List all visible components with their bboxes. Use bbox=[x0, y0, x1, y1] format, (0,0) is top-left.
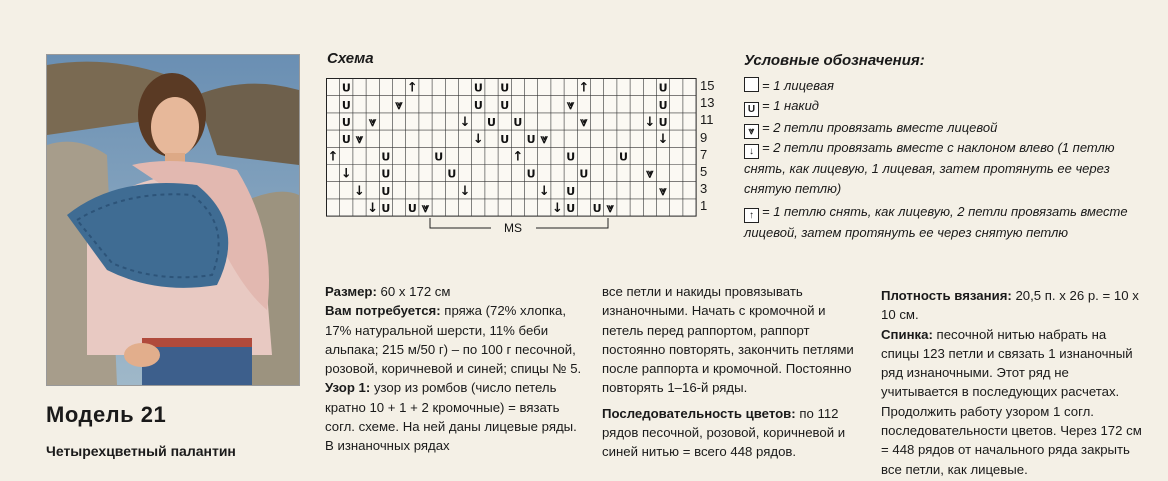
row-number: 7 bbox=[700, 146, 708, 162]
text-column-1 bbox=[325, 282, 587, 456]
yarnover-cell: U bbox=[381, 150, 391, 164]
legend-item-sk2p: ↑ = 1 петлю снять, как лицевую, 2 петли провязать вместе лицевой, затем протянуть ее через снятую петлю bbox=[744, 204, 1128, 240]
yarnover-cell: U bbox=[487, 116, 496, 129]
legend-item-knit: = 1 лицевая bbox=[744, 76, 1144, 96]
k2tog-cell: ⩔ bbox=[395, 97, 403, 113]
knitting-chart-grid bbox=[326, 78, 698, 218]
ssk-cell: ↓ bbox=[472, 132, 484, 148]
yarnover-cell: U bbox=[381, 202, 391, 215]
ssk-cell: ↓ bbox=[644, 115, 656, 130]
yarnover-cell: U bbox=[566, 150, 576, 164]
row-number: 5 bbox=[700, 164, 708, 179]
yarnover-cell: U bbox=[513, 116, 523, 129]
row-number: 9 bbox=[700, 129, 708, 145]
size-value: 60 х 172 см bbox=[376, 284, 451, 299]
row-number: 3 bbox=[700, 181, 708, 197]
yarnover-cell: U bbox=[341, 81, 351, 95]
seq-label: Последовательность цветов: bbox=[602, 405, 796, 421]
yarnover-cell: U bbox=[592, 202, 602, 215]
back-label: Спинка: bbox=[881, 326, 933, 342]
yarnover-cell: U bbox=[500, 133, 510, 147]
yarnover-cell: U bbox=[434, 150, 444, 164]
yarnover-cell: U bbox=[447, 167, 457, 181]
knit-symbol-icon bbox=[744, 77, 759, 92]
sk2p-cell: ↑ bbox=[578, 80, 590, 96]
row-number: 1 bbox=[700, 198, 708, 214]
ssk-cell: ↓ bbox=[367, 201, 379, 216]
yarnover-cell: U bbox=[658, 81, 668, 95]
sk2p-cell: ↑ bbox=[406, 80, 418, 96]
ms-bracket bbox=[326, 218, 696, 244]
yarnover-cell: U bbox=[566, 184, 576, 198]
k2tog-cell: ⩔ bbox=[659, 183, 667, 199]
ssk-cell: ↓ bbox=[657, 132, 669, 148]
yarnover-cell: U bbox=[526, 133, 536, 147]
need-value: пряжа (72% хлопка, 17% натуральной шерсти, 11% беби альпака; 215 м/50 г) – по 100 г песочной, розовой, коричневой и синей; спицы № 5. bbox=[325, 303, 582, 377]
ssk-cell: ↓ bbox=[459, 183, 471, 199]
yarnover-cell: U bbox=[500, 81, 510, 95]
model-photo bbox=[46, 54, 300, 386]
sk2p-symbol-icon: ↑ bbox=[744, 208, 759, 223]
seq-value: по 112 рядов песочной, розовой, коричневой и синей нитью = всего 448 рядов. bbox=[602, 405, 846, 460]
ssk-symbol-icon: ↓ bbox=[744, 144, 759, 159]
density-value: 20,5 п. х 26 р. = 10 х 10 см. bbox=[881, 288, 1139, 323]
row-number: 15 bbox=[700, 78, 715, 93]
yarnover-cell: U bbox=[566, 202, 576, 215]
ssk-cell: ↓ bbox=[538, 183, 550, 199]
col2-paragraph: все петли и накиды провязывать изнаночными. Начать с кромочной и петель перед раппортом, раппорт постоянно повторять, закончить петлями после раппорта и кромочной. Постоянно повторять 1–16-й ряды. bbox=[602, 284, 854, 396]
k2tog-cell: ⩔ bbox=[540, 132, 548, 148]
yarnover-cell: U bbox=[500, 98, 510, 112]
k2tog-cell: ⩔ bbox=[580, 115, 588, 130]
yarnover-cell: U bbox=[619, 150, 628, 164]
text-column-2 bbox=[602, 282, 864, 462]
k2tog-cell: ⩔ bbox=[355, 132, 364, 148]
row-number: 13 bbox=[700, 95, 715, 111]
sk2p-cell: ↑ bbox=[327, 149, 339, 165]
yarnover-cell: U bbox=[473, 81, 483, 95]
size-label: Размер: bbox=[325, 284, 377, 299]
k2tog-cell: ⩔ bbox=[646, 166, 654, 182]
ssk-cell: ↓ bbox=[354, 183, 365, 199]
density-label: Плотность вязания: bbox=[881, 288, 1012, 303]
yarnover-cell: U bbox=[658, 116, 668, 129]
yarnover-cell: U bbox=[526, 167, 536, 181]
yarnover-cell: U bbox=[473, 98, 483, 112]
pattern-label: Узор 1: bbox=[325, 380, 371, 396]
row-number: 11 bbox=[700, 112, 714, 128]
ssk-cell: ↓ bbox=[340, 166, 352, 182]
schema-label: Схема bbox=[327, 50, 374, 67]
yarnover-cell: U bbox=[341, 133, 351, 147]
page-title: Модель 21 bbox=[46, 402, 167, 427]
legend-item-yarnover: U = 1 накид bbox=[744, 96, 1144, 117]
ssk-cell: ↓ bbox=[552, 201, 563, 216]
text-column-3 bbox=[881, 286, 1143, 479]
ms-label: MS bbox=[504, 221, 522, 235]
legend-title: Условные обозначения: bbox=[744, 52, 925, 69]
yarnover-cell: U bbox=[658, 98, 668, 112]
sk2p-cell: ↑ bbox=[512, 149, 524, 165]
back-value: песочной нитью набрать на спицы 123 петли и связать 1 изнаночный ряд изнаночными. Этот ряд не учитывается в последующих расчетах. Продолжить работу узором 1 согл. последовательности цветов. Через 172 см = 448 рядов от начального ряда закрыть все петли, как лицевые. bbox=[881, 326, 1142, 477]
yarnover-cell: U bbox=[341, 98, 351, 112]
k2tog-cell: ⩔ bbox=[606, 201, 614, 216]
legend-item-ssk: ↓ = 2 петли провязать вместе с наклоном влево (1 петлю снять, как лицевую, 1 лицевая, затем протянуть ее через снятую петлю) bbox=[744, 140, 1115, 196]
legend-item-k2tog: ⩔ = 2 петли провязать вместе лицевой bbox=[744, 118, 1144, 139]
yarnover-cell: U bbox=[341, 116, 351, 129]
k2tog-cell: ⩔ bbox=[369, 115, 377, 130]
yarnover-symbol-icon: U bbox=[744, 102, 759, 117]
need-label: Вам потребуется: bbox=[325, 303, 441, 319]
pattern-value: узор из ромбов (число петель кратно 10 + 1 + 2 кромочные) = вязать согл. схеме. На ней даны лицевые ряды. В изнаночных рядах bbox=[325, 380, 577, 454]
yarnover-cell: U bbox=[381, 184, 391, 198]
k2tog-symbol-icon: ⩔ bbox=[744, 124, 759, 139]
ssk-cell: ↓ bbox=[459, 115, 471, 130]
knitting-chart bbox=[326, 78, 698, 223]
yarnover-cell: U bbox=[407, 202, 417, 215]
yarnover-cell: U bbox=[579, 167, 589, 181]
yarnover-cell: U bbox=[381, 167, 391, 181]
k2tog-cell: ⩔ bbox=[567, 97, 575, 113]
k2tog-cell: ⩔ bbox=[421, 201, 430, 216]
page-subtitle: Четырехцветный палантин bbox=[46, 443, 236, 459]
